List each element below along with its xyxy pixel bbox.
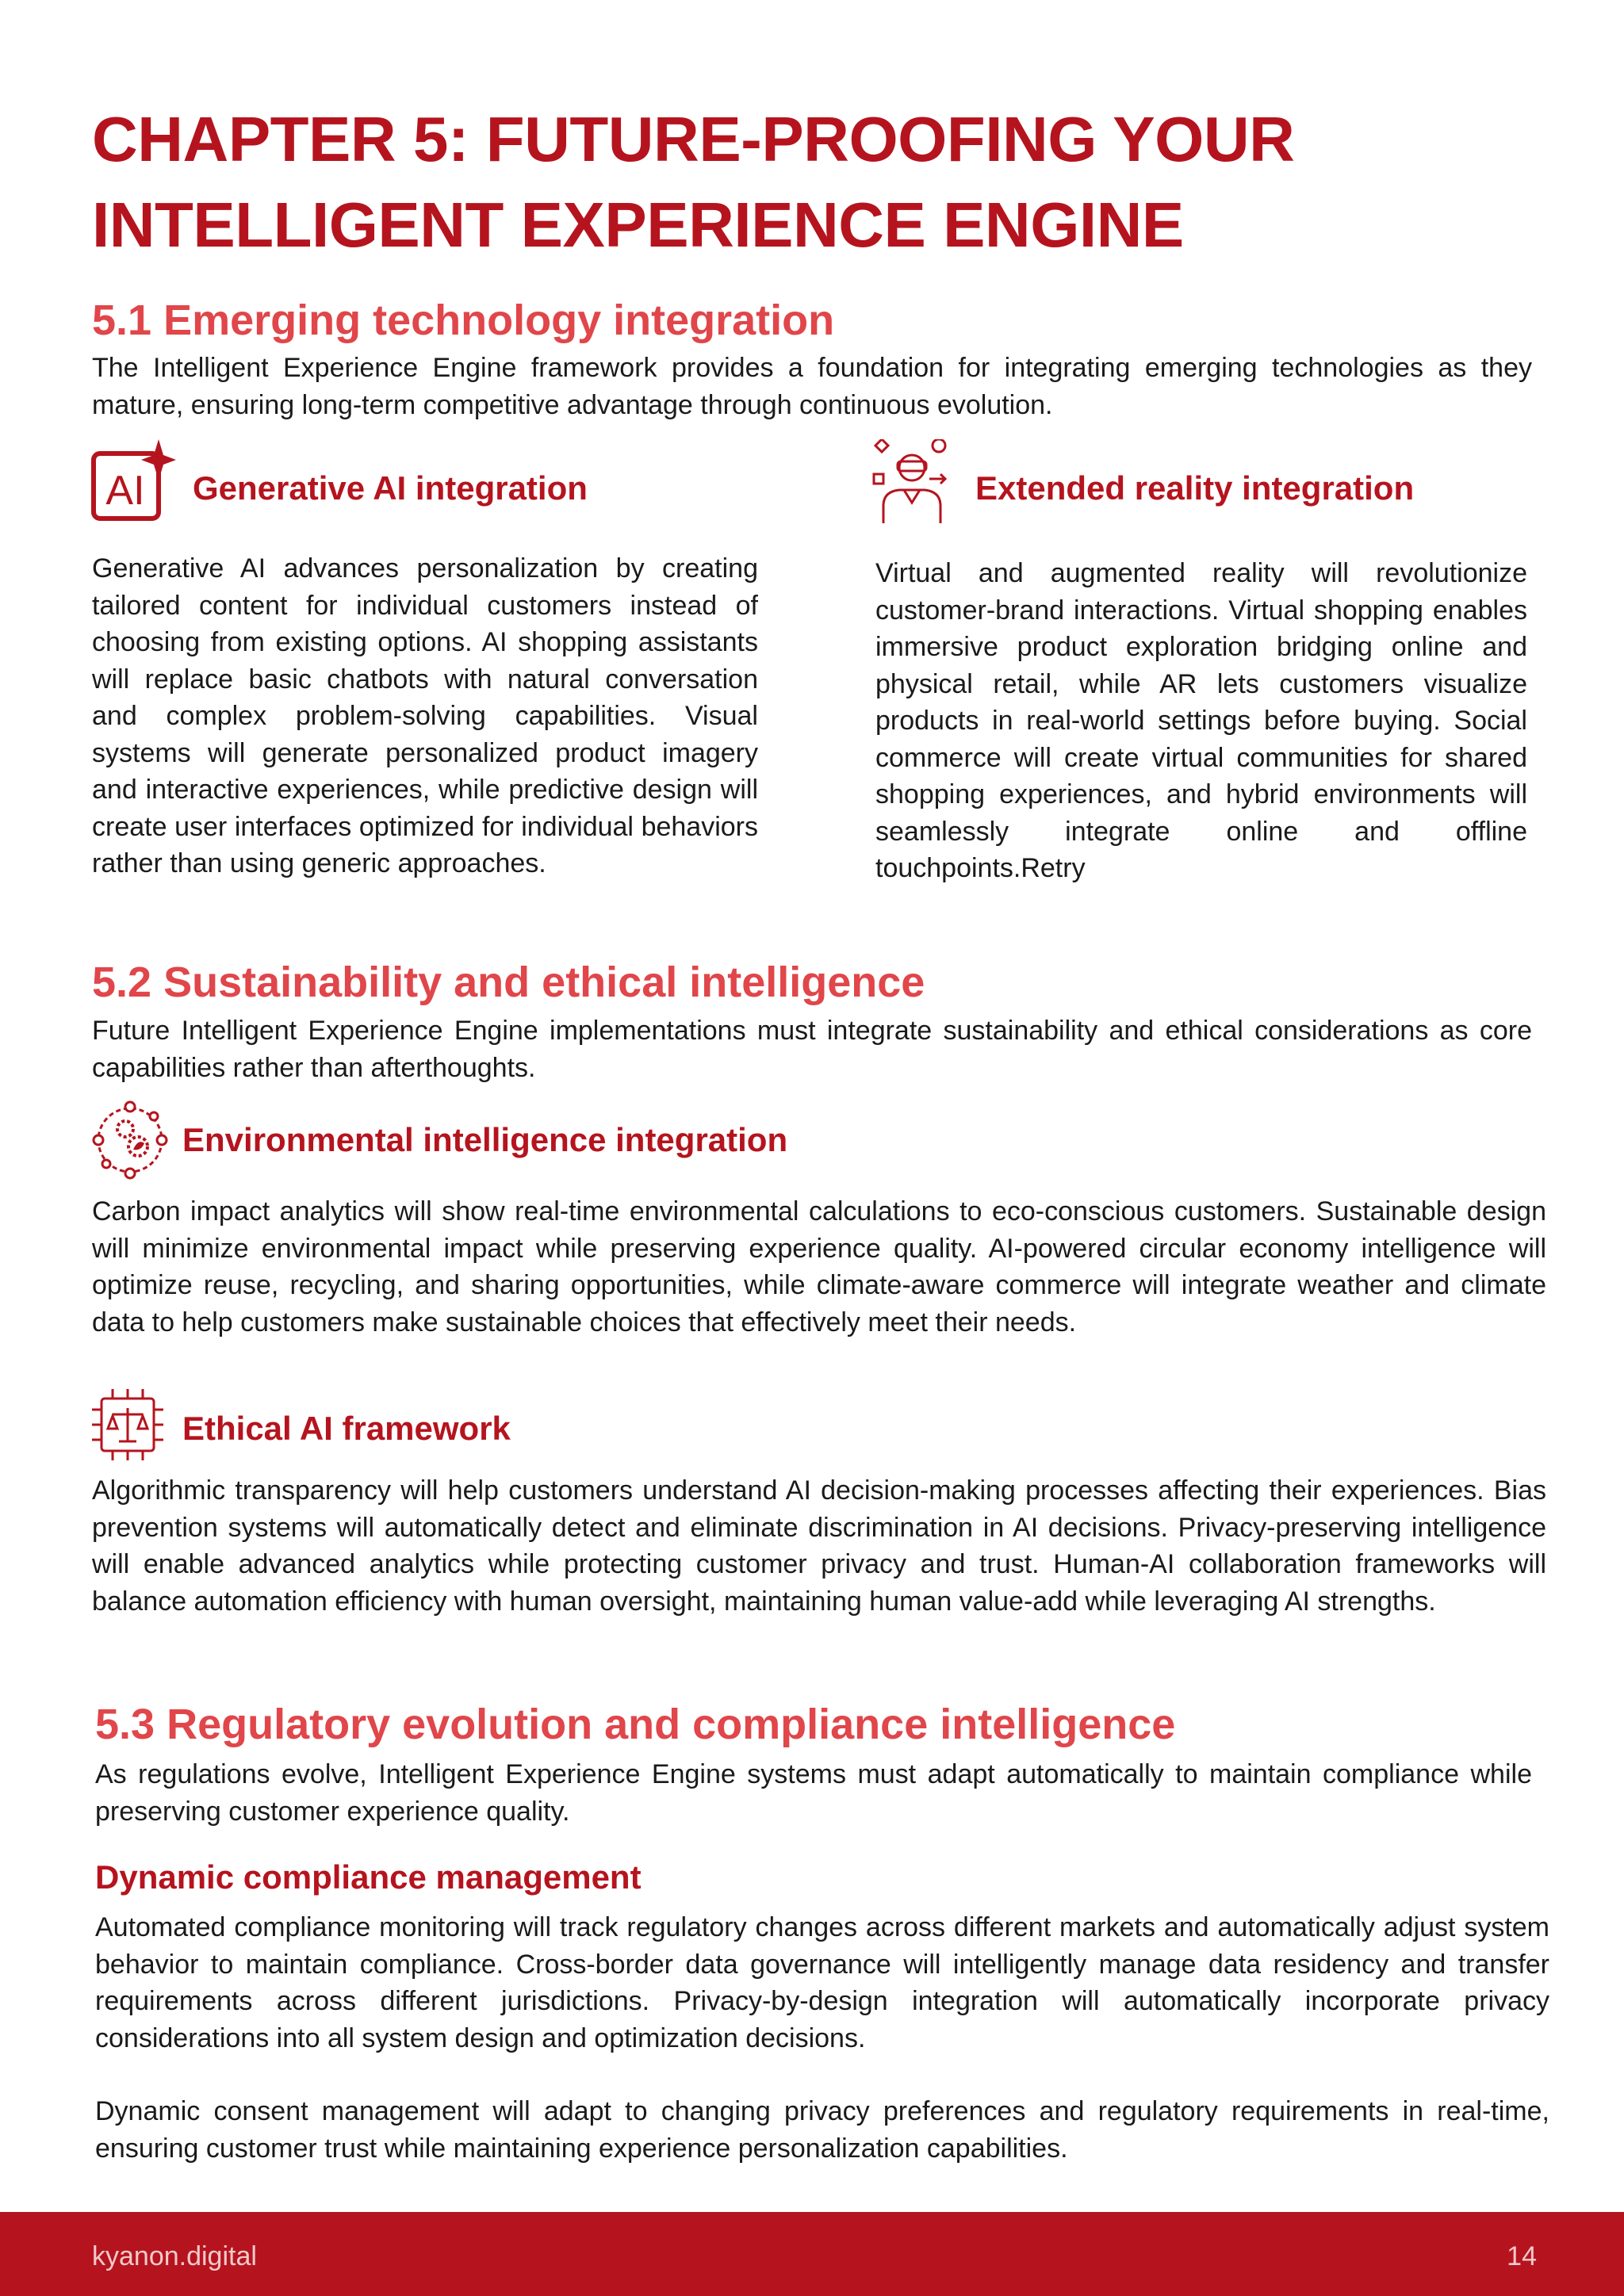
section-5-1-title: 5.1 Emerging technology integration — [92, 297, 835, 344]
eco-gear-network-icon — [90, 1100, 170, 1180]
ethical-ai-title: Ethical AI framework — [182, 1410, 511, 1447]
ethical-ai-body: Algorithmic transparency will help customers understand AI decision-making processes affecting their experiences. Bias prevention systems will automatically detect and eliminate discrimination in AI decisions. Privacy-preserving intelligence will enable advanced analytics while protecting customer privacy and trust. Human-AI collaboration frameworks will balance automation efficiency with human oversight, maintaining human value-add while leveraging AI strengths. — [92, 1475, 1546, 1617]
chapter-title — [92, 97, 1551, 268]
generative-ai-title: Generative AI integration — [193, 469, 588, 507]
section-5-3-title: 5.3 Regulatory evolution and compliance intelligence — [95, 1701, 1176, 1748]
environmental-intelligence-body: Carbon impact analytics will show real-time environmental calculations to eco-conscious customers. Sustainable design will minimize environmental impact while preserving experience quality. AI-powered circular economy intelligence will optimize reuse, recycling, and sharing opportunities, while climate-aware commerce will integrate weather and climate data to help customers make sustainable choices that effectively meet their needs. — [92, 1196, 1546, 1337]
section-5-1-intro: The Intelligent Experience Engine framework provides a foundation for integrating emerging technologies as they mature, ensuring long-term competitive advantage through continuous evolution. — [92, 353, 1532, 420]
chapter-title-line2: INTELLIGENT EXPERIENCE ENGINE — [92, 189, 1184, 260]
extended-reality-body: Virtual and augmented reality will revolutionize customer-brand interactions. Virtual shopping enables immersive product exploration bridging online and physical retail, while AR lets customers visualize products in real-world settings before buying. Social commerce will create virtual communities for shared shopping experiences, and hybrid environments will seamlessly integrate online and offline touchpoints.Retry — [875, 558, 1527, 883]
section-5-2-intro: Future Intelligent Experience Engine implementations must integrate sustainability and ethical considerations as core capabilities rather than afterthoughts. — [92, 1016, 1532, 1083]
generative-ai-body: Generative AI advances personalization by creating tailored content for individual customers instead of choosing from existing options. AI shopping assistants will replace basic chatbots with natural conversation and complex problem-solving capabilities. Visual systems will generate personalized product imagery and interactive experiences, while predictive design will create user interfaces optimized for individual behaviors rather than using generic approaches. — [92, 553, 758, 878]
dynamic-compliance-title: Dynamic compliance management — [95, 1858, 642, 1896]
dynamic-compliance-body-2: Dynamic consent management will adapt to changing privacy preferences and regulatory requirements in real-time, ensuring customer trust while maintaining experience personalization capabilities. — [95, 2096, 1549, 2164]
section-5-3-intro: As regulations evolve, Intelligent Experience Engine systems must adapt automatically to maintain compliance while preserving customer experience quality. — [95, 1759, 1532, 1827]
page-number: 14 — [1507, 2241, 1537, 2271]
footer-site: kyanon.digital — [92, 2241, 257, 2271]
extended-reality-title: Extended reality integration — [975, 469, 1415, 507]
chapter-title-line1: CHAPTER 5: FUTURE-PROOFING YOUR — [92, 104, 1295, 174]
svg-text:AI: AI — [105, 468, 145, 514]
environmental-intelligence-title: Environmental intelligence integration — [182, 1121, 788, 1158]
ai-sparkle-icon — [90, 438, 178, 525]
chip-scales-icon — [90, 1387, 165, 1462]
dynamic-compliance-body-1: Automated compliance monitoring will track regulatory changes across different markets and automatically adjust system behavior to maintain compliance. Cross-border data governance will intelligently manage data residency and transfer requirements across different jurisdictions. Privacy-by-design integration will automatically incorporate privacy considerations into all system design and optimization decisions. — [95, 1912, 1549, 2053]
section-5-2-title: 5.2 Sustainability and ethical intelligence — [92, 959, 925, 1006]
vr-headset-person-icon — [872, 439, 952, 526]
